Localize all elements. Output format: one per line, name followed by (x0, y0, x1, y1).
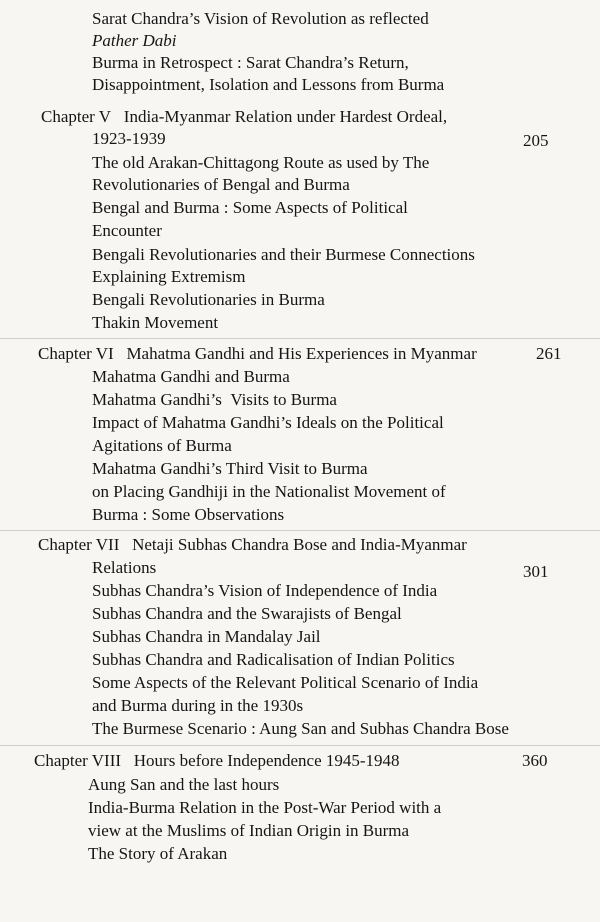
divider (0, 745, 600, 746)
toc-item: Some Aspects of the Relevant Political Scenario of India (92, 673, 479, 692)
toc-item: Sarat Chandra’s Vision of Revolution as reflected (92, 9, 429, 28)
divider (0, 338, 600, 339)
toc-item: and Burma during in the 1930s (92, 696, 304, 715)
toc-item: The old Arakan-Chittagong Route as used by The (92, 153, 430, 172)
chapter-heading: Chapter VI Mahatma Gandhi and His Experiences in Myanmar (38, 344, 477, 363)
toc-item: Encounter (92, 221, 162, 240)
page-number: 360 (522, 751, 548, 770)
chapter-heading: Chapter VII Netaji Subhas Chandra Bose and India-Myanmar (38, 535, 467, 554)
toc-item: India-Burma Relation in the Post-War Period with a (88, 798, 442, 817)
toc-item: Bengal and Burma : Some Aspects of Political (92, 198, 408, 217)
toc-item: Agitations of Burma (92, 436, 232, 455)
toc-item: Aung San and the last hours (88, 775, 280, 794)
toc-item: on Placing Gandhiji in the Nationalist Movement of (92, 482, 446, 501)
toc-item: view at the Muslims of Indian Origin in Burma (88, 821, 410, 840)
toc-item: Bengali Revolutionaries and their Burmese Connections (92, 245, 475, 264)
toc-item: Subhas Chandra’s Vision of Independence of India (92, 581, 438, 600)
toc-item: Mahatma Gandhi’s Third Visit to Burma (92, 459, 368, 478)
toc-item: Subhas Chandra and the Swarajists of Bengal (92, 604, 402, 623)
toc-item: The Burmese Scenario : Aung San and Subhas Chandra Bose (92, 719, 509, 738)
toc-item: Revolutionaries of Bengal and Burma (92, 175, 350, 194)
page-number: 261 (536, 344, 562, 363)
chapter-heading: Chapter V India-Myanmar Relation under Hardest Ordeal, (41, 107, 448, 126)
page-number: 301 (523, 562, 549, 581)
toc-item: Mahatma Gandhi’s Visits to Burma (92, 390, 337, 409)
toc-item: Mahatma Gandhi and Burma (92, 367, 290, 386)
divider (0, 530, 600, 531)
toc-item: Impact of Mahatma Gandhi’s Ideals on the Political (92, 413, 444, 432)
toc-item: Subhas Chandra and Radicalisation of Indian Politics (92, 650, 455, 669)
chapter-heading-cont: Relations (92, 558, 157, 577)
toc-item: Explaining Extremism (92, 267, 246, 286)
toc-item: Burma : Some Observations (92, 505, 285, 524)
toc-item: Burma in Retrospect : Sarat Chandra’s Return, (92, 53, 409, 72)
toc-item: Subhas Chandra in Mandalay Jail (92, 627, 321, 646)
page-number: 205 (523, 131, 549, 150)
toc-item: Thakin Movement (92, 313, 219, 332)
toc-item: Disappointment, Isolation and Lessons from Burma (92, 75, 445, 94)
toc-item: Bengali Revolutionaries in Burma (92, 290, 325, 309)
chapter-heading-cont: 1923-1939 (92, 129, 166, 148)
chapter-heading: Chapter VIII Hours before Independence 1945-1948 (34, 751, 400, 770)
toc-item: The Story of Arakan (88, 844, 228, 863)
toc-item: Pather Dabi (92, 31, 177, 50)
